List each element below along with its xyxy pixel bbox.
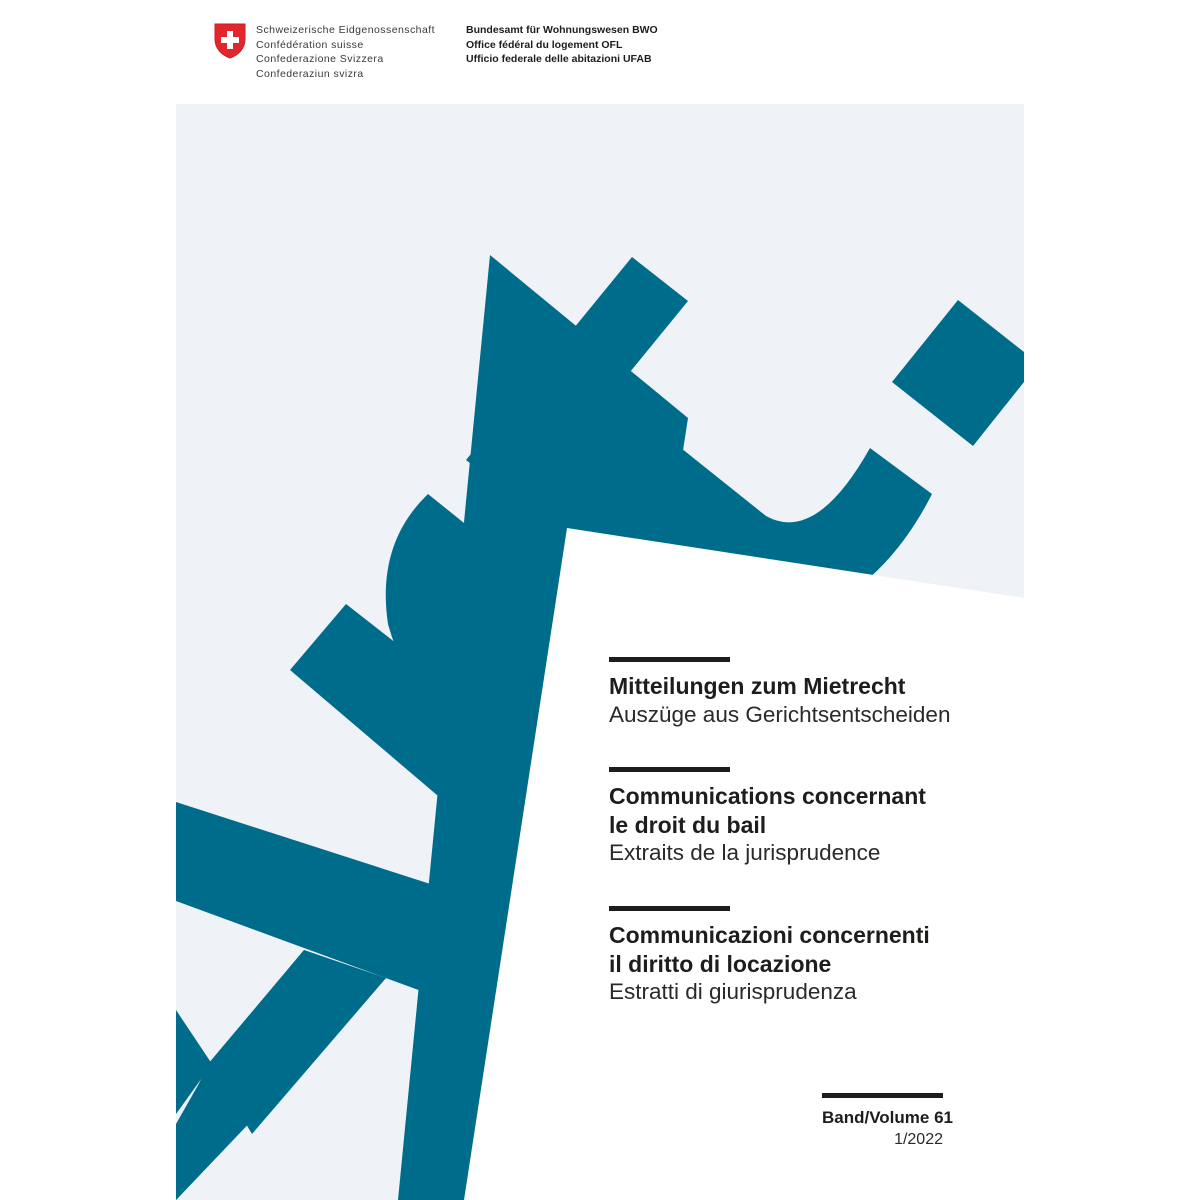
volume-issue: 1/2022 xyxy=(894,1131,943,1148)
confederation-name-de: Schweizerische Eidgenossenschaft xyxy=(256,24,435,36)
title-block-fr xyxy=(609,767,1009,868)
punctuation-square xyxy=(892,300,1024,446)
title-rule xyxy=(609,767,730,772)
swiss-coat-of-arms-icon xyxy=(214,23,246,59)
title-rule xyxy=(609,657,730,662)
confederation-name-rm: Confederaziun svizra xyxy=(256,68,364,81)
title-sub-it: Estratti di giurisprudenza xyxy=(609,979,857,1004)
header xyxy=(0,0,1200,104)
title-main-fr-line-2: le droit du bail xyxy=(609,811,767,838)
office-name-fr: Office fédéral du logement OFL xyxy=(466,38,623,51)
title-main-fr-line-1: Communications concernant xyxy=(609,783,926,809)
title-block-it xyxy=(609,906,1009,1007)
office-names xyxy=(466,23,658,67)
title-sub-de: Auszüge aus Gerichtsentscheiden xyxy=(609,701,951,727)
title-block-de xyxy=(609,657,1009,729)
volume-rule xyxy=(822,1093,943,1098)
volume-block xyxy=(822,1093,953,1150)
title-main-de-line-1: Mitteilungen zum Mietrecht xyxy=(609,673,906,699)
confederation-name-it: Confederazione Svizzera xyxy=(256,53,384,66)
title-sub-fr: Extraits de la jurisprudence xyxy=(609,840,881,865)
cover-artwork xyxy=(176,104,1024,1200)
art-lettering-graphic xyxy=(176,104,1024,1200)
confederation-name-fr: Confédération suisse xyxy=(256,38,364,51)
confederation-names xyxy=(256,23,435,82)
title-main-it-line-2: il diritto di locazione xyxy=(609,950,832,977)
office-name-de: Bundesamt für Wohnungswesen BWO xyxy=(466,24,658,36)
office-name-it: Ufficio federale delle abitazioni UFAB xyxy=(466,53,652,66)
title-main-it-line-1: Communicazioni concernenti xyxy=(609,922,930,948)
letter-a-lower-stroke xyxy=(176,950,381,1200)
title-rule xyxy=(609,906,730,911)
volume-label: Band/Volume 61 xyxy=(822,1108,953,1127)
